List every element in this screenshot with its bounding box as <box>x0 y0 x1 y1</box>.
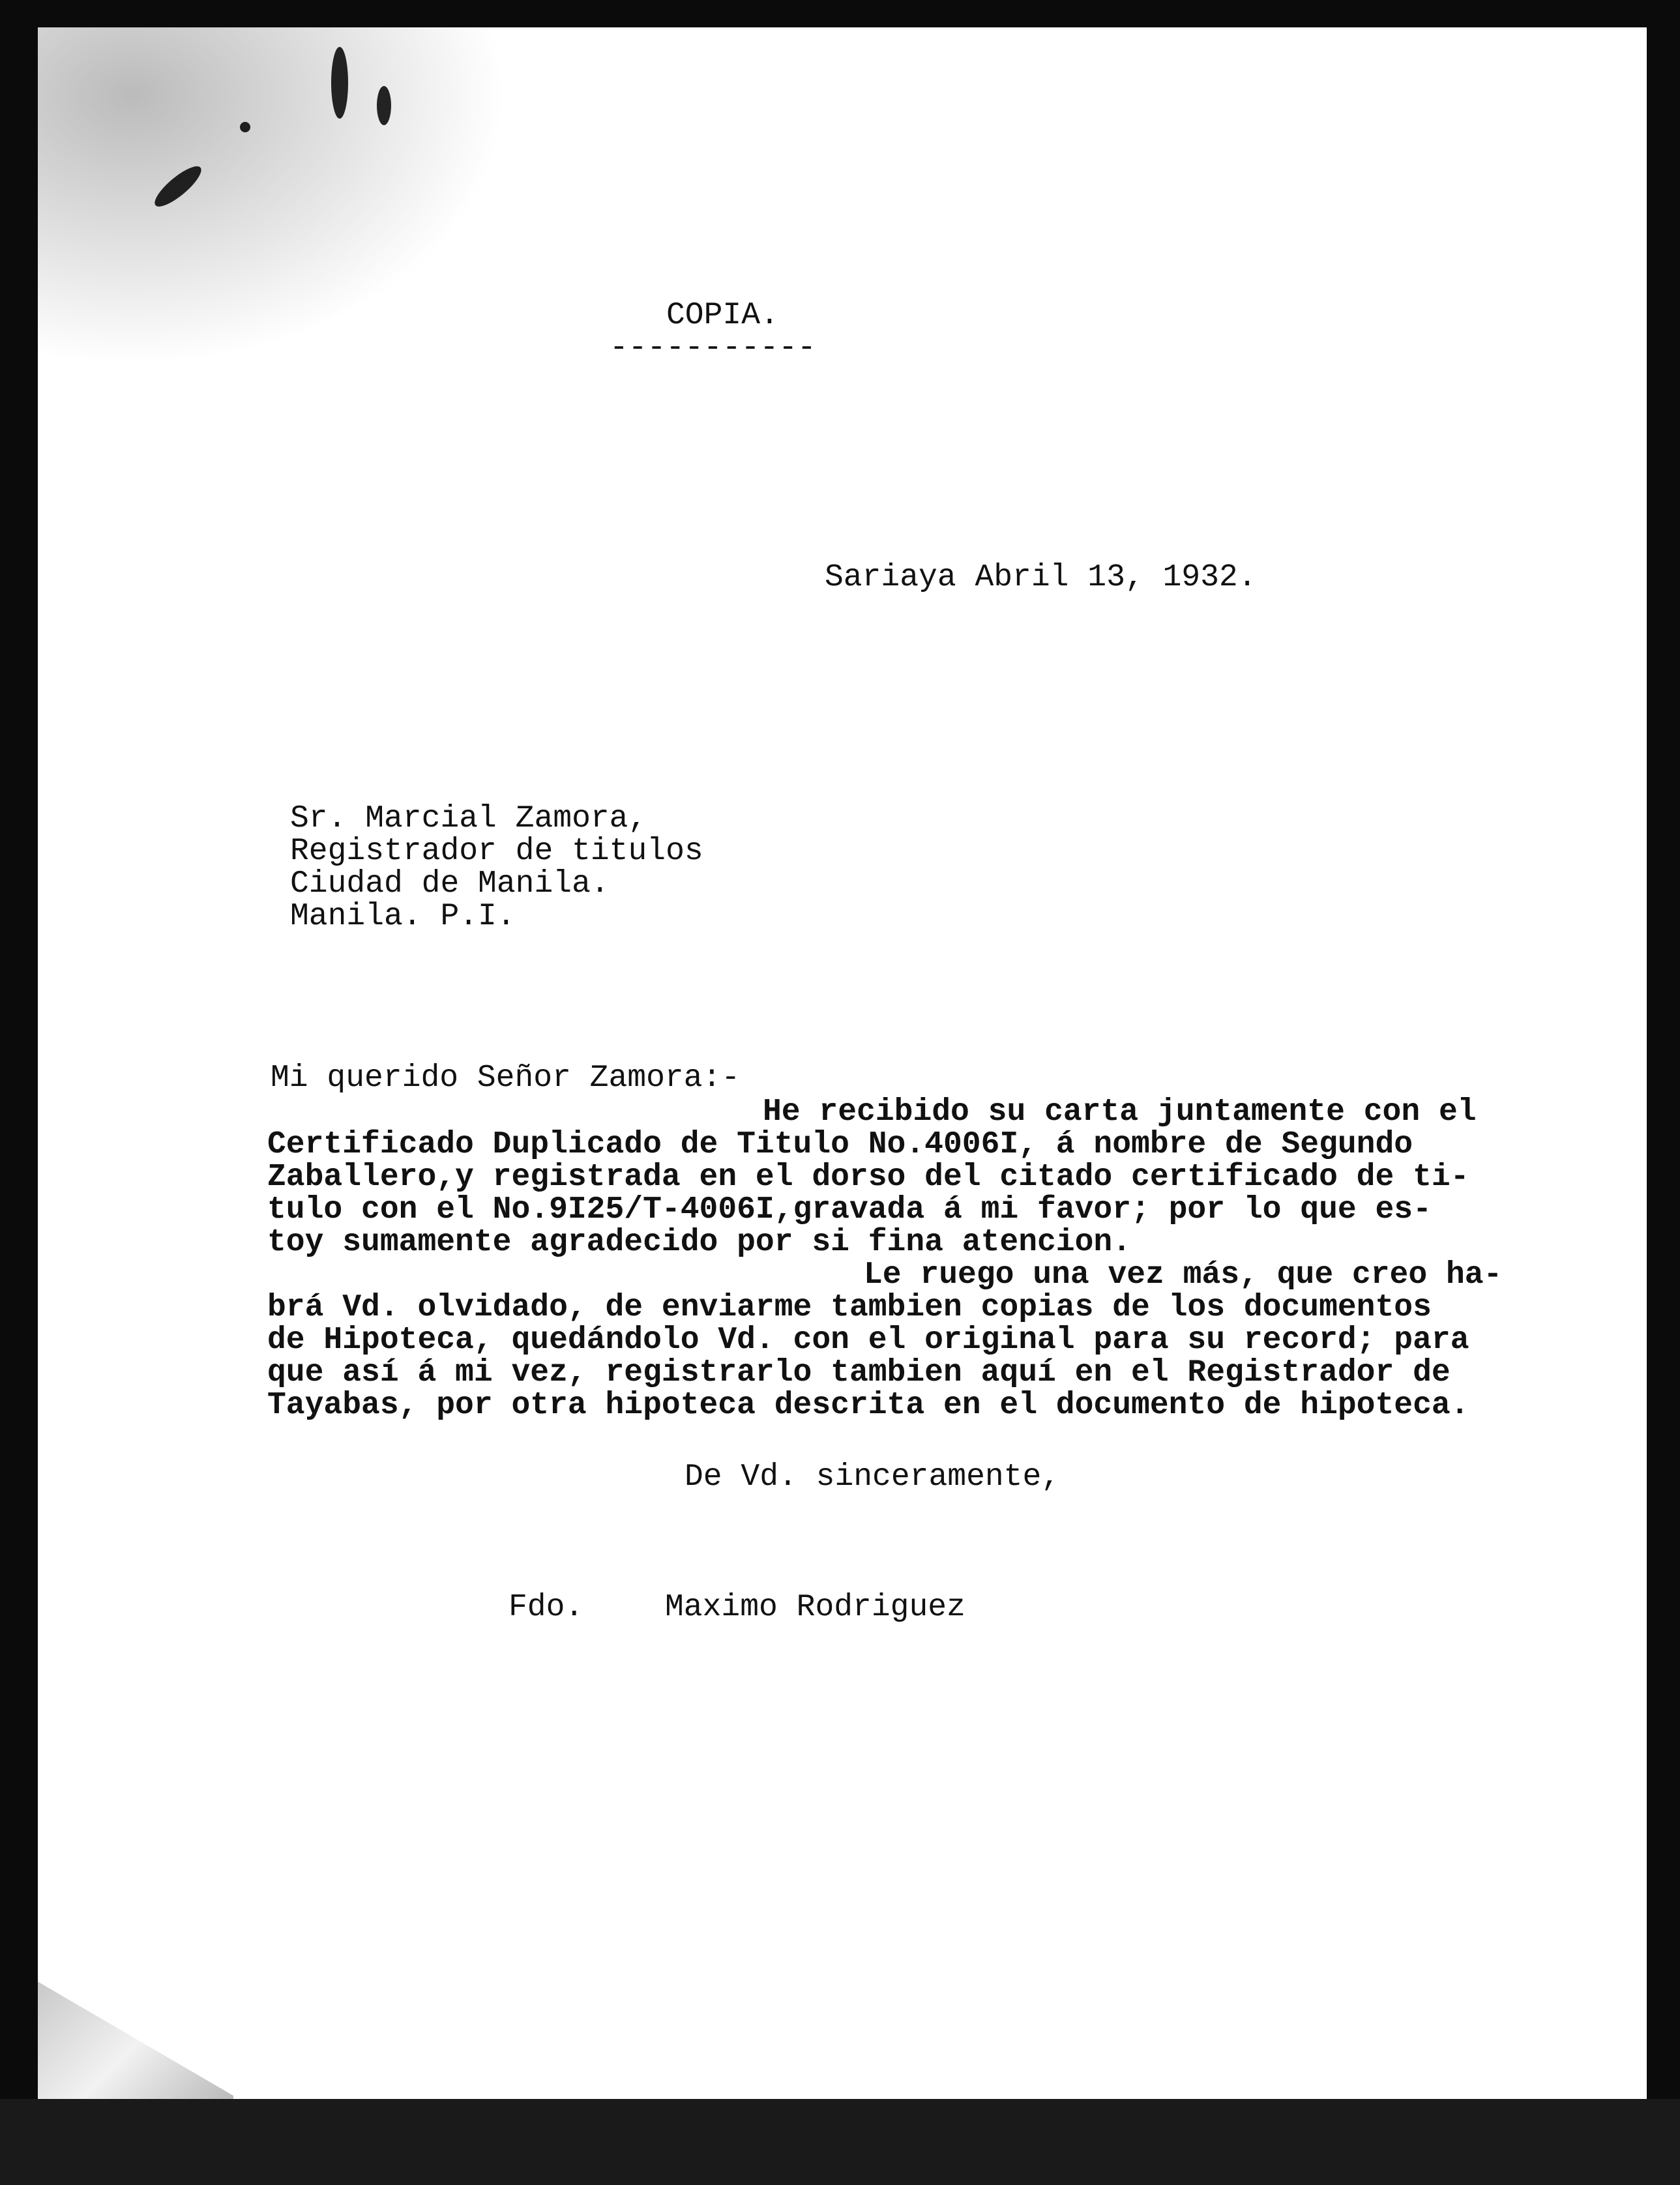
closing-line: De Vd. sinceramente, <box>685 1459 1061 1495</box>
address-line: Registrador de titulos <box>290 834 703 869</box>
ink-smudge <box>240 122 250 132</box>
heading-underline: ----------- <box>610 330 816 366</box>
address-line: Manila. P.I. <box>290 899 516 934</box>
address-line: Sr. Marcial Zamora, <box>290 801 647 836</box>
ink-smudge <box>150 160 207 212</box>
address-line: Ciudad de Manila. <box>290 866 610 902</box>
signature-name: Maximo Rodriguez <box>665 1590 965 1625</box>
body-line: Zaballero,y registrada en el dorso del citado certificado de ti- <box>267 1160 1469 1195</box>
body-line: He recibido su carta juntamente con el <box>763 1094 1477 1130</box>
body-line: tulo con el No.9I25/T-4006I,gravada á mi favor; por lo que es- <box>267 1192 1432 1227</box>
ink-smudge <box>377 86 391 125</box>
body-line: de Hipoteca, quedándolo Vd. con el original para su record; para <box>267 1323 1469 1358</box>
body-line: que así á mi vez, registrarlo tambien aquí en el Registrador de <box>267 1355 1451 1390</box>
document-heading: COPIA. <box>666 298 779 333</box>
scan-border <box>0 2099 1680 2185</box>
signature-prefix: Fdo. <box>508 1590 584 1625</box>
body-line: toy sumamente agradecido por si fina atencion. <box>267 1225 1132 1260</box>
body-line: Le ruego una vez más, que creo ha- <box>864 1257 1503 1293</box>
body-line: brá Vd. olvidado, de enviarme tambien copias de los documentos <box>267 1290 1432 1325</box>
body-line: Certificado Duplicado de Titulo No.4006I, á nombre de Segundo <box>267 1127 1413 1162</box>
letter-date: Sariaya Abril 13, 1932. <box>825 560 1257 595</box>
salutation: Mi querido Señor Zamora:- <box>271 1061 741 1096</box>
body-line: Tayabas, por otra hipoteca descrita en el documento de hipoteca. <box>267 1388 1469 1423</box>
ink-smudge <box>331 47 348 119</box>
